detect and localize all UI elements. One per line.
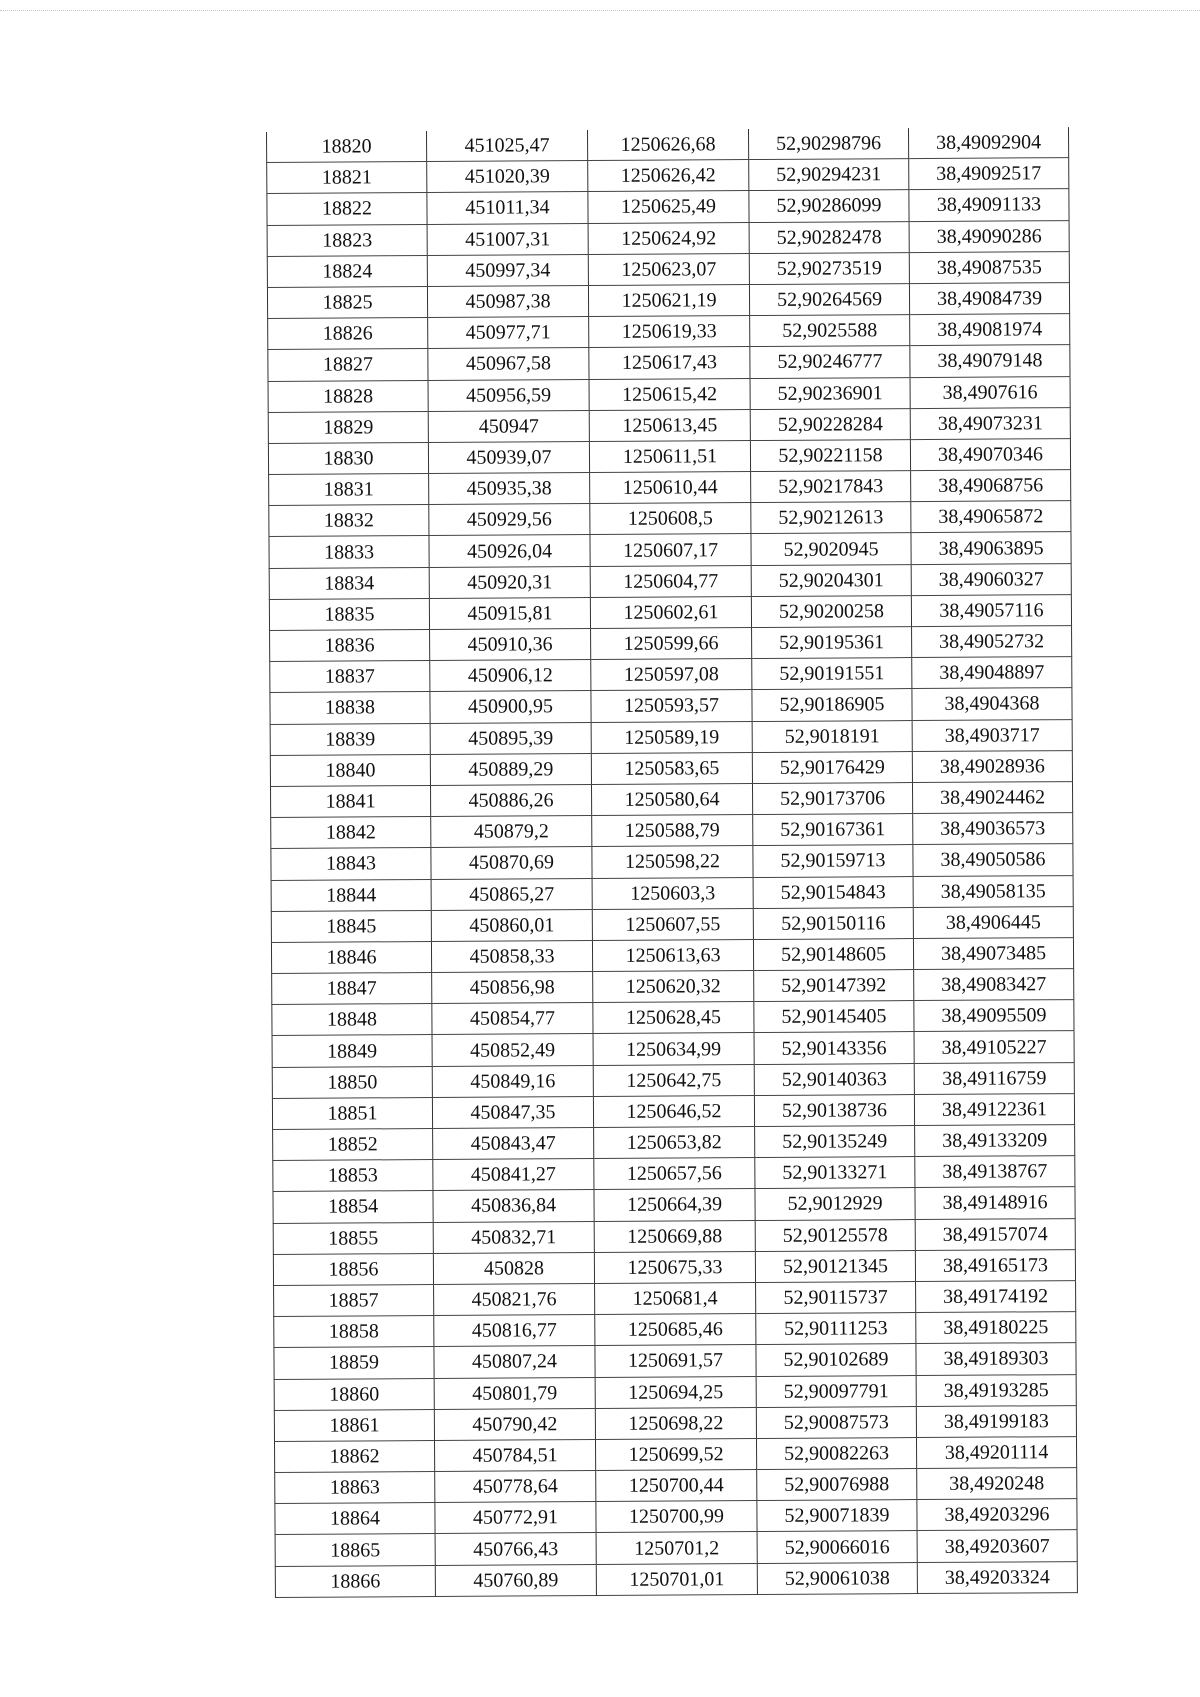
table-row <box>273 1218 1075 1254</box>
y-coordinate-cell: 1250701,2 <box>596 1532 757 1564</box>
table-row <box>267 158 1069 194</box>
latitude-cell: 52,90082263 <box>756 1437 916 1469</box>
point-number-cell: 18841 <box>270 785 430 817</box>
latitude-cell: 52,90167361 <box>753 814 913 846</box>
x-coordinate-cell: 450849,16 <box>432 1065 593 1097</box>
y-coordinate-cell: 1250624,92 <box>588 222 749 254</box>
latitude-cell: 52,90273519 <box>749 252 909 284</box>
y-coordinate-cell: 1250698,22 <box>595 1407 756 1439</box>
point-number-cell: 18853 <box>273 1160 433 1192</box>
table-row <box>272 969 1074 1005</box>
x-coordinate-cell: 450889,29 <box>430 753 591 785</box>
y-coordinate-cell: 1250610,44 <box>590 472 751 504</box>
y-coordinate-cell: 1250611,51 <box>589 440 750 472</box>
longitude-cell: 38,49116759 <box>914 1062 1074 1094</box>
x-coordinate-cell: 451025,47 <box>426 130 587 162</box>
latitude-cell: 52,90102689 <box>756 1344 916 1376</box>
y-coordinate-cell: 1250597,08 <box>591 659 752 691</box>
latitude-cell: 52,90147392 <box>754 970 914 1002</box>
longitude-cell: 38,49024462 <box>912 782 1072 814</box>
y-coordinate-cell: 1250623,07 <box>588 253 749 285</box>
point-number-cell: 18850 <box>272 1066 432 1098</box>
point-number-cell: 18830 <box>268 442 428 474</box>
point-number-cell: 18831 <box>269 474 429 506</box>
latitude-cell: 52,90061038 <box>757 1562 917 1594</box>
table-row <box>270 657 1072 693</box>
x-coordinate-cell: 450856,98 <box>432 972 593 1004</box>
latitude-cell: 52,90228284 <box>750 408 910 440</box>
table-row <box>271 813 1073 849</box>
point-number-cell: 18833 <box>269 536 429 568</box>
x-coordinate-cell: 450790,42 <box>434 1408 595 1440</box>
latitude-cell: 52,90140363 <box>754 1063 914 1095</box>
x-coordinate-cell: 450906,12 <box>430 660 591 692</box>
longitude-cell: 38,49189303 <box>916 1343 1076 1375</box>
x-coordinate-cell: 450852,49 <box>432 1034 593 1066</box>
y-coordinate-cell: 1250626,68 <box>587 129 748 161</box>
table-row <box>269 470 1071 506</box>
point-number-cell: 18846 <box>271 941 431 973</box>
table-row <box>268 407 1070 443</box>
y-coordinate-cell: 1250700,44 <box>596 1470 757 1502</box>
point-number-cell: 18845 <box>271 910 431 942</box>
point-number-cell: 18824 <box>267 255 427 287</box>
y-coordinate-cell: 1250599,66 <box>591 628 752 660</box>
x-coordinate-cell: 450847,35 <box>432 1096 593 1128</box>
longitude-cell: 38,49174192 <box>916 1281 1076 1313</box>
y-coordinate-cell: 1250691,57 <box>595 1345 756 1377</box>
table-row <box>275 1468 1077 1504</box>
x-coordinate-cell: 450939,07 <box>428 441 589 473</box>
point-number-cell: 18844 <box>271 879 431 911</box>
latitude-cell: 52,90145405 <box>754 1001 914 1033</box>
table-row <box>269 532 1071 568</box>
point-number-cell: 18861 <box>274 1409 434 1441</box>
longitude-cell: 38,49065872 <box>911 501 1071 533</box>
longitude-cell: 38,49028936 <box>912 750 1072 782</box>
table-row <box>274 1343 1076 1379</box>
point-number-cell: 18860 <box>274 1378 434 1410</box>
x-coordinate-cell: 450821,76 <box>434 1283 595 1315</box>
point-number-cell: 18842 <box>271 817 431 849</box>
point-number-cell: 18828 <box>268 380 428 412</box>
point-number-cell: 18838 <box>270 692 430 724</box>
longitude-cell: 38,49092517 <box>909 158 1069 190</box>
x-coordinate-cell: 450843,47 <box>433 1128 594 1160</box>
point-number-cell: 18843 <box>271 848 431 880</box>
latitude-cell: 52,90204301 <box>751 564 911 596</box>
point-number-cell: 18822 <box>267 193 427 225</box>
table-row <box>275 1530 1077 1566</box>
y-coordinate-cell: 1250598,22 <box>592 846 753 878</box>
y-coordinate-cell: 1250621,19 <box>588 284 749 316</box>
table-row <box>273 1125 1075 1161</box>
x-coordinate-cell: 450836,84 <box>433 1190 594 1222</box>
latitude-cell: 52,90115737 <box>756 1281 916 1313</box>
point-number-cell: 18852 <box>273 1129 433 1161</box>
point-number-cell: 18864 <box>275 1503 435 1535</box>
point-number-cell: 18866 <box>275 1565 435 1597</box>
table-row <box>270 688 1072 724</box>
latitude-cell: 52,90148605 <box>753 938 913 970</box>
longitude-cell: 38,49073485 <box>913 937 1073 969</box>
y-coordinate-cell: 1250694,25 <box>595 1376 756 1408</box>
latitude-cell: 52,90186905 <box>752 689 912 721</box>
table-row <box>268 438 1070 474</box>
table-row <box>267 189 1069 225</box>
y-coordinate-cell: 1250620,32 <box>593 971 754 1003</box>
latitude-cell: 52,90076988 <box>757 1469 917 1501</box>
latitude-cell: 52,90071839 <box>757 1500 917 1532</box>
y-coordinate-cell: 1250653,82 <box>594 1127 755 1159</box>
table-row <box>267 220 1069 256</box>
y-coordinate-cell: 1250664,39 <box>594 1189 755 1221</box>
point-number-cell: 18826 <box>268 318 428 350</box>
y-coordinate-cell: 1250619,33 <box>589 316 750 348</box>
x-coordinate-cell: 450772,91 <box>435 1502 596 1534</box>
x-coordinate-cell: 450832,71 <box>433 1221 594 1253</box>
y-coordinate-cell: 1250626,42 <box>588 160 749 192</box>
y-coordinate-cell: 1250669,88 <box>594 1220 755 1252</box>
y-coordinate-cell: 1250588,79 <box>592 815 753 847</box>
point-number-cell: 18836 <box>270 630 430 662</box>
table-row <box>274 1312 1076 1348</box>
latitude-cell: 52,90236901 <box>750 377 910 409</box>
x-coordinate-cell: 450841,27 <box>433 1159 594 1191</box>
latitude-cell: 52,90286099 <box>749 190 909 222</box>
y-coordinate-cell: 1250642,75 <box>593 1064 754 1096</box>
x-coordinate-cell: 451020,39 <box>427 161 588 193</box>
table-row <box>272 1000 1074 1036</box>
point-number-cell: 18865 <box>275 1534 435 1566</box>
y-coordinate-cell: 1250604,77 <box>590 565 751 597</box>
table-row <box>273 1156 1075 1192</box>
latitude-cell: 52,90087573 <box>756 1406 916 1438</box>
longitude-cell: 38,49203607 <box>917 1530 1077 1562</box>
table-row <box>271 875 1073 911</box>
longitude-cell: 38,49073231 <box>910 407 1070 439</box>
longitude-cell: 38,49122361 <box>914 1093 1074 1125</box>
longitude-cell: 38,49070346 <box>910 438 1070 470</box>
latitude-cell: 52,9025588 <box>750 315 910 347</box>
latitude-cell: 52,90294231 <box>749 159 909 191</box>
point-number-cell: 18856 <box>273 1253 433 1285</box>
longitude-cell: 38,49199183 <box>916 1405 1076 1437</box>
latitude-cell: 52,90143356 <box>754 1032 914 1064</box>
point-number-cell: 18835 <box>269 598 429 630</box>
point-number-cell: 18862 <box>274 1440 434 1472</box>
y-coordinate-cell: 1250675,33 <box>594 1251 755 1283</box>
point-number-cell: 18857 <box>274 1284 434 1316</box>
longitude-cell: 38,49063895 <box>911 532 1071 564</box>
table-row <box>269 563 1071 599</box>
longitude-cell: 38,49058135 <box>913 875 1073 907</box>
table-row <box>273 1187 1075 1223</box>
x-coordinate-cell: 450910,36 <box>430 629 591 661</box>
table-row <box>274 1281 1076 1317</box>
point-number-cell: 18840 <box>270 754 430 786</box>
point-number-cell: 18849 <box>272 1035 432 1067</box>
table-row <box>267 251 1069 287</box>
longitude-cell: 38,49157074 <box>915 1218 1075 1250</box>
longitude-cell: 38,4903717 <box>912 719 1072 751</box>
x-coordinate-cell: 450947 <box>428 410 589 442</box>
table-row <box>272 1093 1074 1129</box>
table-row <box>267 283 1069 319</box>
x-coordinate-cell: 450987,38 <box>427 285 588 317</box>
y-coordinate-cell: 1250681,4 <box>595 1282 756 1314</box>
y-coordinate-cell: 1250657,56 <box>594 1158 755 1190</box>
point-number-cell: 18858 <box>274 1316 434 1348</box>
longitude-cell: 38,49165173 <box>915 1249 1075 1281</box>
y-coordinate-cell: 1250613,63 <box>592 939 753 971</box>
point-number-cell: 18834 <box>269 567 429 599</box>
x-coordinate-cell: 450854,77 <box>432 1003 593 1035</box>
latitude-cell: 52,90135249 <box>755 1126 915 1158</box>
latitude-cell: 52,90138736 <box>754 1094 914 1126</box>
y-coordinate-cell: 1250615,42 <box>589 378 750 410</box>
latitude-cell: 52,90221158 <box>750 439 910 471</box>
y-coordinate-cell: 1250617,43 <box>589 347 750 379</box>
point-number-cell: 18863 <box>275 1472 435 1504</box>
point-number-cell: 18827 <box>268 349 428 381</box>
y-coordinate-cell: 1250634,99 <box>593 1033 754 1065</box>
latitude-cell: 52,90173706 <box>752 783 912 815</box>
y-coordinate-cell: 1250603,3 <box>592 877 753 909</box>
point-number-cell: 18829 <box>268 411 428 443</box>
y-coordinate-cell: 1250628,45 <box>593 1002 754 1034</box>
longitude-cell: 38,49081974 <box>910 314 1070 346</box>
latitude-cell: 52,90217843 <box>751 471 911 503</box>
y-coordinate-cell: 1250580,64 <box>591 783 752 815</box>
x-coordinate-cell: 450784,51 <box>434 1439 595 1471</box>
y-coordinate-cell: 1250607,17 <box>590 534 751 566</box>
table-row <box>268 345 1070 381</box>
latitude-cell: 52,90111253 <box>756 1313 916 1345</box>
table-row <box>267 127 1069 163</box>
table-row <box>269 501 1071 537</box>
latitude-cell: 52,90246777 <box>750 346 910 378</box>
x-coordinate-cell: 450997,34 <box>427 254 588 286</box>
table-row <box>274 1436 1076 1472</box>
longitude-cell: 38,49060327 <box>911 563 1071 595</box>
longitude-cell: 38,49193285 <box>916 1374 1076 1406</box>
table-row <box>275 1561 1077 1597</box>
longitude-cell: 38,4904368 <box>912 688 1072 720</box>
longitude-cell: 38,49083427 <box>914 969 1074 1001</box>
table-row <box>272 1031 1074 1067</box>
point-number-cell: 18847 <box>272 973 432 1005</box>
x-coordinate-cell: 450935,38 <box>429 473 590 505</box>
longitude-cell: 38,49036573 <box>913 813 1073 845</box>
longitude-cell: 38,49052732 <box>912 626 1072 658</box>
latitude-cell: 52,90097791 <box>756 1375 916 1407</box>
point-number-cell: 18837 <box>270 661 430 693</box>
x-coordinate-cell: 450858,33 <box>431 940 592 972</box>
point-number-cell: 18859 <box>274 1347 434 1379</box>
latitude-cell: 52,9018191 <box>752 720 912 752</box>
longitude-cell: 38,49048897 <box>912 657 1072 689</box>
point-number-cell: 18839 <box>270 723 430 755</box>
latitude-cell: 52,90125578 <box>755 1219 915 1251</box>
point-number-cell: 18820 <box>267 131 427 163</box>
x-coordinate-cell: 450879,2 <box>431 816 592 848</box>
y-coordinate-cell: 1250699,52 <box>595 1438 756 1470</box>
longitude-cell: 38,49095509 <box>914 1000 1074 1032</box>
latitude-cell: 52,90121345 <box>755 1250 915 1282</box>
y-coordinate-cell: 1250613,45 <box>589 409 750 441</box>
longitude-cell: 38,4907616 <box>910 376 1070 408</box>
x-coordinate-cell: 450967,58 <box>428 348 589 380</box>
y-coordinate-cell: 1250607,55 <box>592 908 753 940</box>
y-coordinate-cell: 1250608,5 <box>590 503 751 535</box>
x-coordinate-cell: 450929,56 <box>429 504 590 536</box>
point-number-cell: 18854 <box>273 1191 433 1223</box>
table-row <box>271 906 1073 942</box>
y-coordinate-cell: 1250593,57 <box>591 690 752 722</box>
latitude-cell: 52,9020945 <box>751 533 911 565</box>
x-coordinate-cell: 450926,04 <box>429 535 590 567</box>
point-number-cell: 18855 <box>273 1222 433 1254</box>
longitude-cell: 38,49203324 <box>917 1561 1077 1593</box>
longitude-cell: 38,49180225 <box>916 1312 1076 1344</box>
longitude-cell: 38,49105227 <box>914 1031 1074 1063</box>
point-number-cell: 18848 <box>272 1004 432 1036</box>
point-number-cell: 18823 <box>267 224 427 256</box>
latitude-cell: 52,90154843 <box>753 876 913 908</box>
longitude-cell: 38,49057116 <box>911 594 1071 626</box>
latitude-cell: 52,90298796 <box>748 128 908 160</box>
y-coordinate-cell: 1250602,61 <box>590 596 751 628</box>
x-coordinate-cell: 450865,27 <box>431 878 592 910</box>
latitude-cell: 52,90159713 <box>753 845 913 877</box>
y-coordinate-cell: 1250685,46 <box>595 1314 756 1346</box>
x-coordinate-cell: 450915,81 <box>429 597 590 629</box>
x-coordinate-cell: 450860,01 <box>431 909 592 941</box>
latitude-cell: 52,90191551 <box>752 658 912 690</box>
point-number-cell: 18821 <box>267 162 427 194</box>
table-row <box>269 594 1071 630</box>
coordinates-table-body <box>267 127 1078 1597</box>
x-coordinate-cell: 450920,31 <box>429 566 590 598</box>
table-row <box>273 1249 1075 1285</box>
y-coordinate-cell: 1250583,65 <box>591 752 752 784</box>
scan-edge-line <box>0 10 1200 11</box>
longitude-cell: 38,49148916 <box>915 1187 1075 1219</box>
x-coordinate-cell: 450956,59 <box>428 379 589 411</box>
point-number-cell: 18825 <box>267 286 427 318</box>
table-row <box>270 626 1072 662</box>
latitude-cell: 52,90264569 <box>749 284 909 316</box>
table-row <box>271 844 1073 880</box>
x-coordinate-cell: 450900,95 <box>430 691 591 723</box>
x-coordinate-cell: 450807,24 <box>434 1346 595 1378</box>
longitude-cell: 38,49068756 <box>911 470 1071 502</box>
point-number-cell: 18851 <box>272 1097 432 1129</box>
latitude-cell: 52,90150116 <box>753 907 913 939</box>
longitude-cell: 38,49138767 <box>915 1156 1075 1188</box>
longitude-cell: 38,4906445 <box>913 906 1073 938</box>
longitude-cell: 38,49203296 <box>917 1499 1077 1531</box>
table-row <box>270 782 1072 818</box>
x-coordinate-cell: 450870,69 <box>431 847 592 879</box>
table-row <box>270 750 1072 786</box>
latitude-cell: 52,90195361 <box>752 627 912 659</box>
latitude-cell: 52,90176429 <box>752 751 912 783</box>
longitude-cell: 38,4920248 <box>917 1468 1077 1500</box>
x-coordinate-cell: 450828 <box>433 1252 594 1284</box>
x-coordinate-cell: 450766,43 <box>435 1533 596 1565</box>
latitude-cell: 52,90212613 <box>751 502 911 534</box>
longitude-cell: 38,49091133 <box>909 189 1069 221</box>
x-coordinate-cell: 451007,31 <box>427 223 588 255</box>
longitude-cell: 38,49090286 <box>909 220 1069 252</box>
longitude-cell: 38,49201114 <box>916 1436 1076 1468</box>
y-coordinate-cell: 1250701,01 <box>596 1563 757 1595</box>
x-coordinate-cell: 451011,34 <box>427 192 588 224</box>
table-row <box>274 1405 1076 1441</box>
y-coordinate-cell: 1250700,99 <box>596 1501 757 1533</box>
table-row <box>268 376 1070 412</box>
x-coordinate-cell: 450778,64 <box>435 1471 596 1503</box>
x-coordinate-cell: 450977,71 <box>428 317 589 349</box>
x-coordinate-cell: 450895,39 <box>430 722 591 754</box>
latitude-cell: 52,90200258 <box>751 595 911 627</box>
table-row <box>275 1499 1077 1535</box>
longitude-cell: 38,49079148 <box>910 345 1070 377</box>
longitude-cell: 38,49133209 <box>915 1125 1075 1157</box>
x-coordinate-cell: 450886,26 <box>430 784 591 816</box>
longitude-cell: 38,49084739 <box>909 283 1069 315</box>
y-coordinate-cell: 1250646,52 <box>593 1095 754 1127</box>
longitude-cell: 38,49050586 <box>913 844 1073 876</box>
x-coordinate-cell: 450801,79 <box>434 1377 595 1409</box>
longitude-cell: 38,49092904 <box>908 127 1068 159</box>
latitude-cell: 52,90133271 <box>755 1157 915 1189</box>
coordinates-table <box>266 127 1078 1598</box>
x-coordinate-cell: 450816,77 <box>434 1315 595 1347</box>
table-row <box>268 314 1070 350</box>
table-row <box>271 937 1073 973</box>
longitude-cell: 38,49087535 <box>909 251 1069 283</box>
table-row <box>272 1062 1074 1098</box>
point-number-cell: 18832 <box>269 505 429 537</box>
table-row <box>270 719 1072 755</box>
y-coordinate-cell: 1250589,19 <box>591 721 752 753</box>
latitude-cell: 52,90066016 <box>757 1531 917 1563</box>
latitude-cell: 52,9012929 <box>755 1188 915 1220</box>
latitude-cell: 52,90282478 <box>749 221 909 253</box>
y-coordinate-cell: 1250625,49 <box>588 191 749 223</box>
table-row <box>274 1374 1076 1410</box>
x-coordinate-cell: 450760,89 <box>435 1564 596 1596</box>
